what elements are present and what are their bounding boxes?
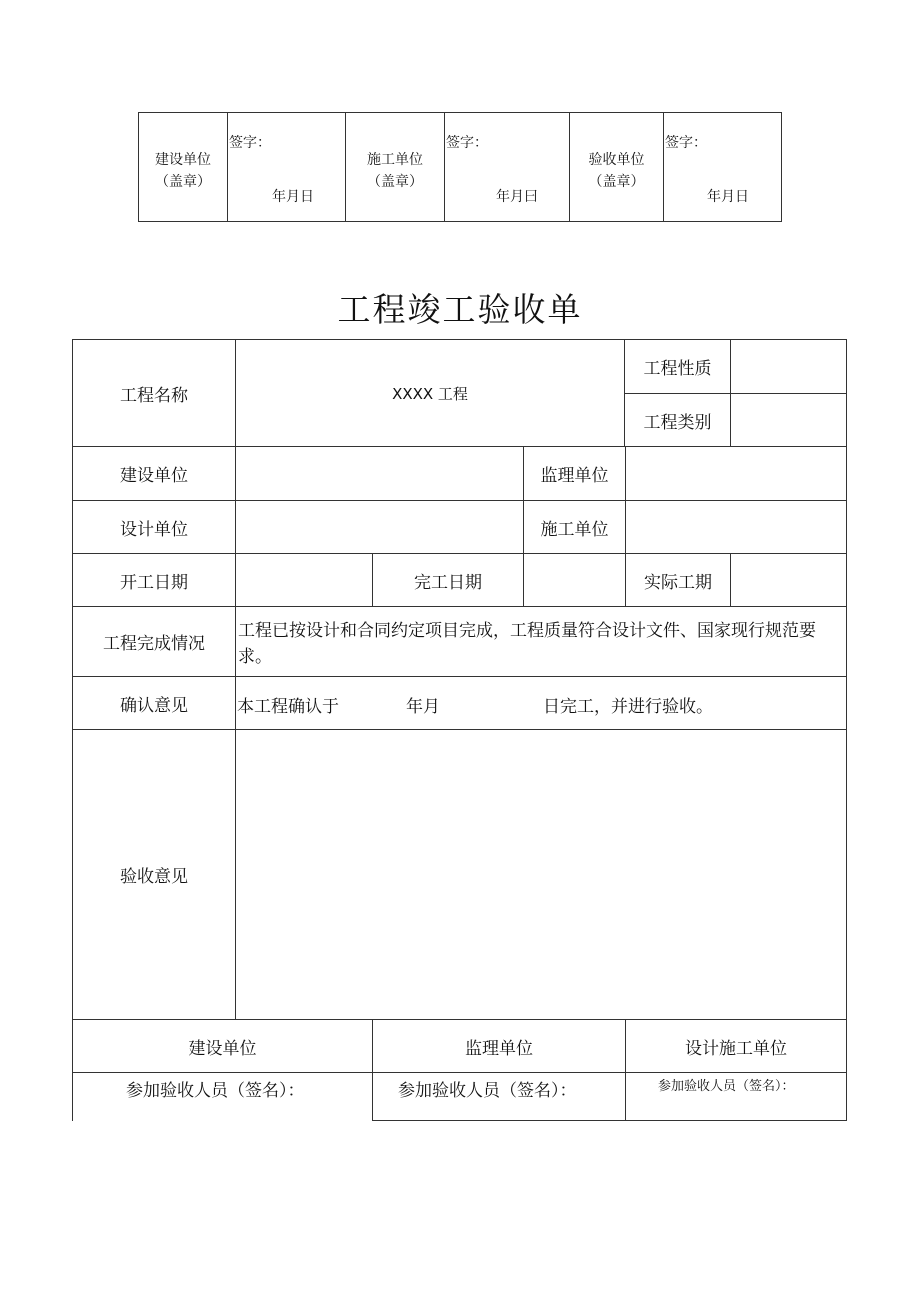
actual-duration-label: 实际工期: [644, 572, 712, 593]
completion-text: 工程已按设计和合同约定项目完成，工程质量符合设计文件、国家现行规范要求。: [238, 621, 816, 667]
footer-designer-contractor-title: 设计施工单位: [685, 1038, 787, 1059]
project-name-label: 工程名称: [120, 385, 188, 406]
finish-date-label: 完工日期: [414, 572, 482, 593]
footer-designer-contractor-sign[interactable]: 参加验收人员（签名）：: [658, 1079, 795, 1094]
sign-date-contractor: 年月曰: [496, 189, 538, 205]
project-category-field[interactable]: [731, 394, 846, 446]
confirm-text-part2: 年月: [406, 697, 440, 717]
confirm-text-part3: 日完工，并进行验收。: [543, 697, 713, 717]
builder-label: 建设单位: [120, 466, 188, 486]
contractor-field[interactable]: [626, 501, 846, 553]
confirm-text-part1: 本工程确认于: [237, 697, 339, 717]
sign-unit-contractor: 施工单位 （盖章）: [367, 152, 423, 190]
footer-builder-title: 建设单位: [188, 1038, 257, 1059]
supervisor-field[interactable]: [626, 447, 846, 500]
designer-label: 设计单位: [120, 519, 188, 540]
designer-field[interactable]: [236, 501, 523, 553]
footer-builder-sign[interactable]: 参加验收人员（签名）：: [126, 1081, 305, 1101]
sign-unit-builder: 建设单位 （盖章）: [155, 152, 211, 190]
project-category-label: 工程类别: [643, 412, 712, 433]
builder-field[interactable]: [236, 447, 523, 500]
acceptance-opinion-label: 验收意见: [120, 867, 188, 887]
sign-label-contractor: 签字：: [446, 135, 488, 151]
supervisor-label: 监理单位: [540, 466, 609, 486]
sign-label-acceptance: 签字：: [665, 135, 707, 151]
start-date-label: 开工日期: [120, 572, 188, 593]
project-name-value[interactable]: XXXX 工程: [392, 384, 468, 403]
start-date-field[interactable]: [236, 554, 372, 606]
sign-date-acceptance: 年月日: [707, 189, 749, 205]
sign-unit-acceptance: 验收单位 （盖章）: [588, 152, 645, 190]
completion-label: 工程完成情况: [103, 634, 205, 654]
acceptance-opinion-field[interactable]: [236, 730, 846, 1019]
sign-label-builder: 签字：: [229, 135, 271, 151]
sign-date-builder: 年月日: [272, 189, 314, 205]
project-nature-field[interactable]: [731, 340, 846, 393]
confirm-label: 确认意见: [120, 695, 188, 716]
footer-supervisor-title: 监理单位: [465, 1038, 533, 1059]
contractor-label: 施工单位: [540, 519, 609, 540]
finish-date-field[interactable]: [524, 554, 625, 606]
footer-supervisor-sign[interactable]: 参加验收人员（签名）：: [398, 1081, 577, 1101]
page-title: 工程竣工验收单: [337, 290, 583, 329]
actual-duration-field[interactable]: [731, 554, 846, 606]
project-nature-label: 工程性质: [643, 359, 712, 379]
